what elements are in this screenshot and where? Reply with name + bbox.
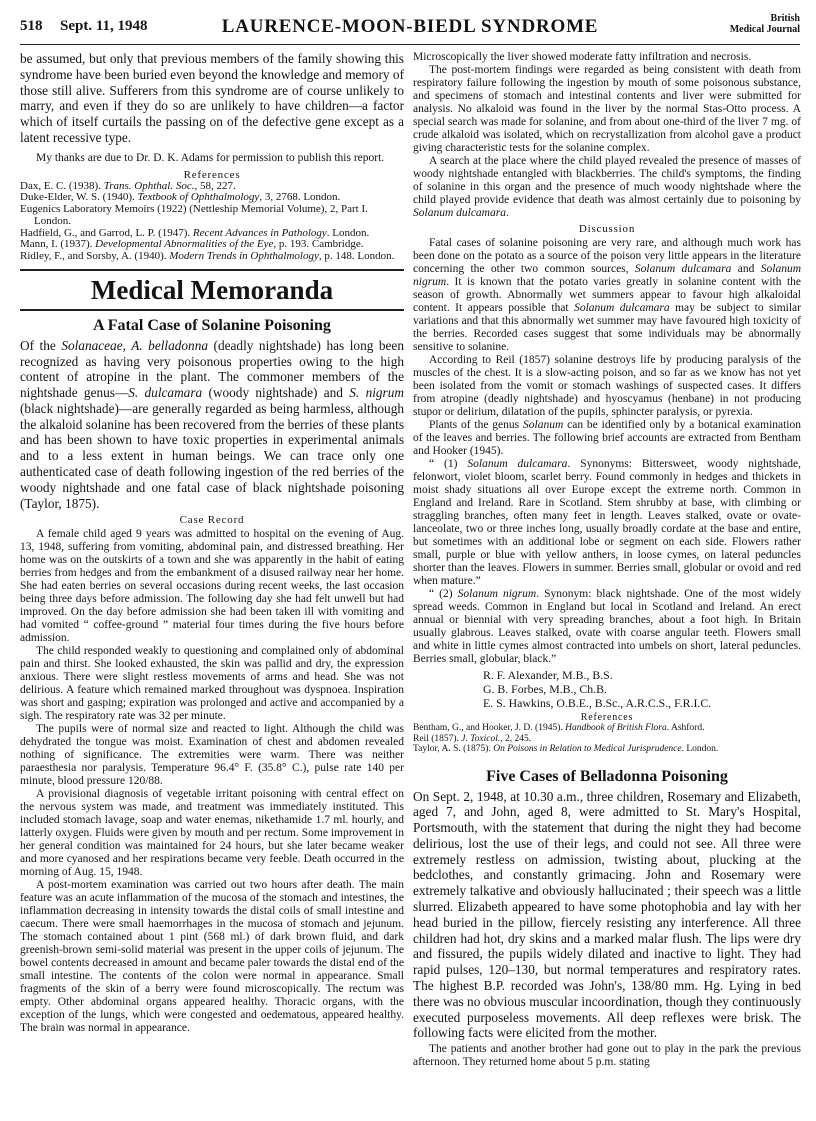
running-title: LAURENCE-MOON-BIEDL SYNDROME [221,16,599,37]
discussion-heading: Discussion [578,223,636,235]
case-paragraph: A post-mortem examination was carried out two hours after death. The main feature was an acute inflammation of the mucosa of the stomach and intestines, the inflammation decreasing in intensity towards the distal coils of small intestine and caecum. There were small haemorrhages in the mucosa of stomach and jejunum. The stomach contained about 1 pint (568 ml.) of dark brown fluid, and dark greenish-brown semi-solid material was present in the upper coils of jejunum. The bowel contents decreased in amount and became paler towards the distal end of the small intestine. The contents of the colon were normal in appearance. Small fragments of the skin of a berry were found microscopically. The rectum was empty. Other abdominal organs appeared healthy. Thoracic organs, with the exception of the lungs, which were congested and oedematous, appeared healthy. The brain was normal in appearance. [20,879,404,1035]
author: E. S. Hawkins, O.B.E., B.Sc., A.R.C.S., F.R.I.C. [483,696,712,710]
reference-item: Duke-Elder, W. S. (1940). Textbook of Ophthalmology, 3, 2768. London. [20,191,341,204]
discussion-paragraph: According to Reil (1857) solanine destroys life by producing paralysis of the muscles of the chest. It is a slow-acting poison, and so far as we know has not yet been isolated from the vomit or stomach washings of suspected cases. It differs from atropine (deadly nightshade) and hyoscyamus (henbane) in not producing stupor or delirium, dilatation of the pupils, sphincter paralysis, or pyrexia. [413,354,801,418]
article-title: A Fatal Case of Solanine Poisoning [93,316,331,334]
reference-item: Eugenics Laboratory Memoirs (1922) (Nettleship Memorial Volume), 2, Part I. London. [20,203,368,227]
discussion-paragraph: Plants of the genus Solanum can be identified only by a botanical examination of the leaves and berries. The following brief accounts are extracted from Bentham and Hooker (1945). [413,419,802,457]
running-header [20,8,800,45]
article2-paragraph: On Sept. 2, 1948, at 10.30 a.m., three children, Rosemary and Elizabeth, aged 7, and John, aged 8, were admitted to St. Mary's Hospital, Portsmouth, with the statement that during the night they had become delirious, lost the use of their legs, and could not see. All three were extremely restless on admission, twisting about, plucking at the bedclothes, and constantly grimacing. John and Rosemary were extremely talkative and obviously hallucinated ; their speech was a little slurred. Elizabeth appeared to have some photophobia and lay with her head buried in the pillow, fiercely resisting any interference. All three children had hot, dry skins and a marked malar flush. The lips were dry and fissured, the pupils widely dilated and inactive to light. They had rapid pulses, 120–130, but normal temperatures and respiratory rates. The highest B.P. recorded was John's, 138/80 mm. Hg. Lying in bed there was no obvious muscular incoordination, though they continuously executed purposeless movements. All deep reflexes were brisk. The following facts were elicited from the mother. [413,788,801,1041]
references-heading: References [580,712,634,723]
article2-title: Five Cases of Belladonna Poisoning [486,767,728,785]
search-paragraph: A search at the place where the child played revealed the presence of masses of woody nightshade entangled with blackberries. The child's symptoms, the finding of solanine in this organ and the presence of much woody nightshade where the child played provide evidence that death was almost certainly due to poisoning by Solanum dulcamara. [413,155,801,219]
reference-list [413,723,801,755]
reference-item: Mann, I. (1937). Developmental Abnormalities of the Eye, p. 193. Cambridge. [20,238,364,251]
intro-paragraph: Of the Solanaceae, A. belladonna (deadly nightshade) has long been recognized as having very poisonous properties owing to the high content of atropine in the plant. The commoner members of the nightshade genus—S. dulcamara (woody nightshade) and S. nigrum (black nightshade)—are generally regarded as being harmless, although the alkaloid solanine has been recovered from the berries of these plants and has been shown to have toxic properties in experimental animals and to a less extent in human beings. We can trace only one authenticated case of death following ingestion of the red berries of the woody nightshade and one fatal case of black nightshade poisoning (Taylor, 1875). [20,337,404,511]
discussion-paragraph: Fatal cases of solanine poisoning are very rare, and although much work has been done on the potato as a source of the poison very little appears in the literature concerning the other two common sources, Solanum dulcamara and Solanum nigrum. It is known that the potato varies greatly in solanine content with the season of growth. Abnormally wet summers appear to favour high alkaloidal content. It appears possible that Solanum dulcamara may be subject to similar variations and that this abnormally wet summer may have favoured high toxicity of the berries. Recorded cases suggest that some individuals may be abnormally sensitive to solanine. [413,237,801,353]
article2-paragraph: The patients and another brother had gone out to play in the park the previous afternoon. They returned home about 5 p.m. stating [413,1043,801,1069]
postmortem-paragraph: The post-mortem findings were regarded as being consistent with death from respiratory failure following the ingestion by mouth of some poisonous substance, and specimens of stomach and intestinal contents and liver were submitted for analysis. No alkaloid was found in the liver by the normal Stas-Otto process. A special search was made for solanine, and from about one-third of the liver 7 mg. of crude alkaloid was isolated, which on recrystallization from alcohol gave a product giving characteristic tests for the solanine complex. [413,64,801,154]
right-column [413,51,801,1069]
issue-date: Sept. 11, 1948 [60,18,148,34]
left-column [20,51,404,1035]
reference-item: Reil (1857). J. Toxicol., 2, 245. [413,733,532,744]
quote-dulcamara: “ (1) Solanum dulcamara. Synonyms: Bittersweet, woody nightshade, felonwort, violet bloom, scarlet berry. Found commonly in hedges and thickets in moist shady situations all over Europe except the extreme north. Common in England and Ireland. Rare in Scotland. Stem shrubby at base, with climbing or straggling branches, often many feet in length. Leaves stalked, ovate or ovate-lanceolate, two or three inches long, usually broadly cordate at the base and entire, but sometimes with an additional lobe or segment on each side. Flowers rather small, purple or blue with yellow anthers, in loose cymes, on lateral peduncles shorter than the leaves. Flowers in summer. Berries small, globular or ovoid and red when mature.” [413,458,801,587]
continued-paragraph: Microscopically the liver showed moderate fatty infiltration and necrosis. [413,51,752,63]
journal-name [730,13,800,35]
case-paragraph: The child responded weakly to questioning and complained only of abdominal pain and thirst. She looked exhausted, the skin was pallid and dry, the expression anxious. There were slight restless movements of arms and head. She was not delirious. A feature which remained marked throughout was dyspnoea. Inspiration was short and gasping; expiration was prolonged and active and accompanied by a sigh. The respiratory rate was 32 per minute. [20,645,404,723]
acknowledgement: My thanks are due to Dr. D. K. Adams for permission to publish this report. [36,151,385,164]
reference-item: Hadfield, G., and Garrod, L. P. (1947). Recent Advances in Pathology. London. [20,226,370,239]
references-heading: References [183,168,241,181]
reference-list [20,181,404,263]
case-record-heading: Case Record [179,514,245,527]
reference-item: Dax, E. C. (1938). Trans. Ophthal. Soc., 58, 227. [20,179,236,192]
case-paragraph: A provisional diagnosis of vegetable irritant poisoning with central effect on the nervous system was made, and treatment was immediately instituted. This included stomach lavage, soap and water enemas, nikethamide 1.7 ml. hourly, and latterly oxygen. Fluids were given by mouth and per rectum. Some improvement in her general condition was maintained for 24 hours, but she later became weaker and more cyanosed and her respirations became very feeble. Death occurred in the morning of Aug. 15, 1948. [20,788,404,879]
reference-item: Bentham, G., and Hooker, J. D. (1945). Handbook of British Flora. Ashford. [413,723,705,733]
journal-name-line1: British [770,13,800,24]
reference-item: Taylor, A. S. (1875). On Poisons in Relation to Medical Jurisprudence. London. [413,744,719,754]
author: R. F. Alexander, M.B., B.S. [483,668,613,682]
author: G. B. Forbes, M.B., Ch.B. [483,682,607,696]
case-paragraph: The pupils were of normal size and reacted to light. Although the child was dehydrated the tongue was moist. Examination of chest and abdomen revealed nothing of significance. The extremities were warm. There was neither paraesthesia nor paralysis. Temperature 96.4° F. (35.8° C.), pulse rate 140 per minute, blood pressure 120/88. [20,723,404,788]
case-paragraph: A female child aged 9 years was admitted to hospital on the evening of Aug. 13, 1948, suffering from vomiting, abdominal pain, and distressed breathing. Her home was on the outskirts of a town and she was apparently in the habit of eating berries from hedges and from the embankment of a disused railway near her home. She had eaten berries on several occasions during recent weeks, the last occasion being three days before admission. The following day she had felt unwell but had improved. On the day before admission she had been taken ill with vomiting and had vomited “ coffee-ground ” material four times during the five hours before admission. [20,528,404,645]
author-list [413,668,801,710]
journal-name-line2: Medical Journal [729,24,800,35]
page-number: 518 [20,18,43,34]
continued-paragraph: be assumed, but only that previous members of the family showing this syndrome have been buried even beyond the knowledge and memory of those still alive. Sufferers from this syndrome are of course unlikely to marry, and even if they do so are unlikely to have children—a factor which of itself curtails the passing on of the defective gene except as a latent recessive type. [20,51,404,145]
section-banner: Medical Memoranda [20,269,404,311]
reference-item: Ridley, F., and Sorsby, A. (1940). Modern Trends in Ophthalmology, p. 148. London. [20,250,395,262]
quote-nigrum: “ (2) Solanum nigrum. Synonym: black nightshade. One of the most widely spread weeds. Common in England but local in Scotland and Ireland. An erect annual or biennial with very spreading branches, about a foot high. In Britain usually glabrous. Leaves stalked, ovate with coarse angular teeth. Flowers small and white in little cymes almost contracted into umbels on short, lateral peduncles. Berries small, globular, black.” [413,588,801,665]
